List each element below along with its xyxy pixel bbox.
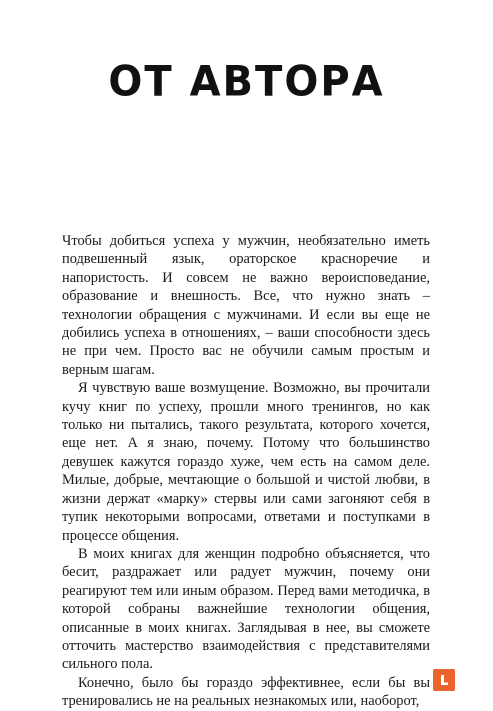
paragraph-2: Я чувствую ваше возмущение. Возможно, вы прочитали кучу книг по успеху, прошли много тренингов, но как только ни пытались, такого результата, которого хочется, еще нет. А я знаю, почему. Потому что большинство девушек кажутся гораздо хуже, чем есть на самом деле. Милые, добрые, мечтающие о большой и чистой любви, в жизни держат «марку» стервы или сами загоняют себя в тупик некоторыми вопросами, ответами и поступками в процессе общения. <box>62 380 430 544</box>
page-title: ОТ АВТОРА <box>108 57 385 107</box>
paragraph-1: Чтобы добиться успеха у мужчин, необязательно иметь подвешенный язык, ораторское красноречие и напористость. И совсем не важно вероисповедание, образование и внешность. Все, что нужно знать – технологии обращения с мужчинами. И если вы еще не добились успеха в отношениях, – ваши способности здесь не при чем. Просто вас не обучили самым простым и верным шагам. <box>62 233 430 378</box>
litres-logo-icon <box>433 669 455 691</box>
body-text <box>62 232 430 711</box>
logo-glyph <box>437 673 451 687</box>
paragraph-3: В моих книгах для женщин подробно объясняется, что бесит, раздражает или радует мужчин, почему они реагируют тем или иным образом. Перед вами методичка, в которой собраны важнейшие технологии общения, описанные в моих книгах. Заглядывая в нее, вы сможете отточить мастерство взаимодействия с представителями сильного пола. <box>62 545 430 673</box>
paragraph-4: Конечно, было бы гораздо эффективнее, если бы вы тренировались не на реальных незнакомых или, наоборот, <box>62 674 430 710</box>
